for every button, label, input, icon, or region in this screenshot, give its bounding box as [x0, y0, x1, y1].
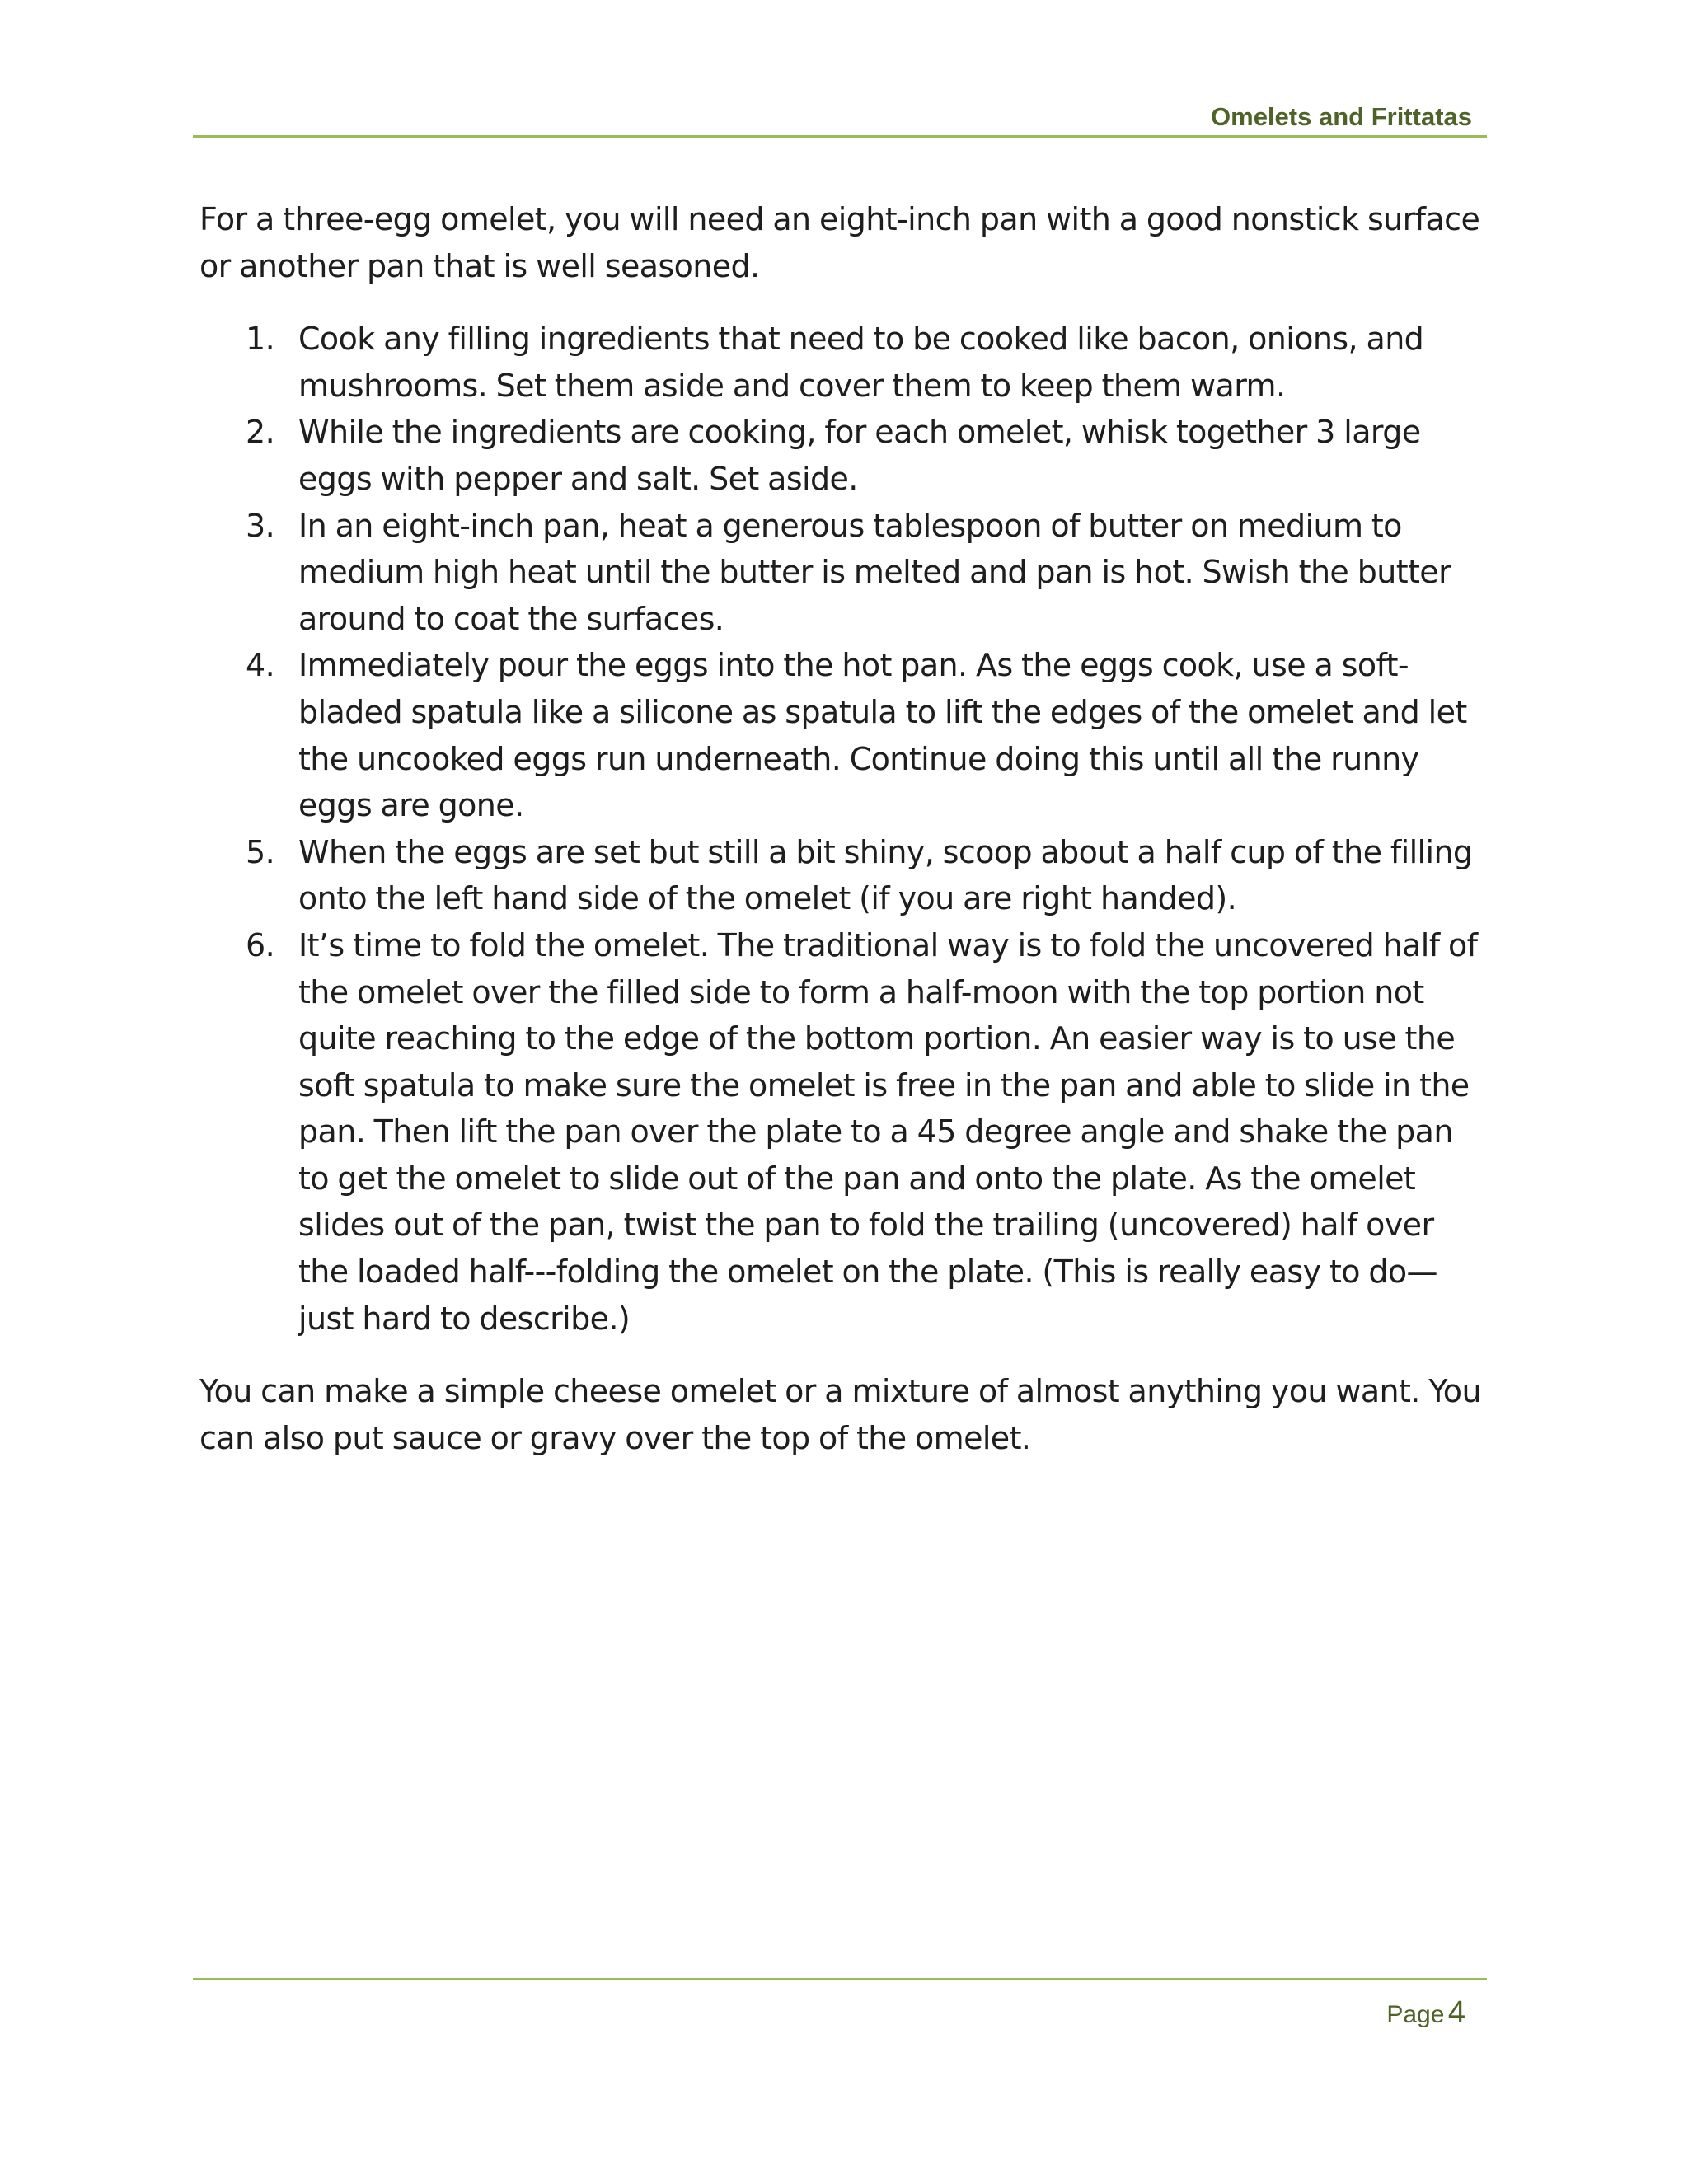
step-text: Cook any filling ingredients that need to be cooked like bacon, onions, and mushrooms. Set them aside and cover them to keep them warm. [298, 321, 1424, 404]
list-item [199, 642, 1485, 828]
intro-paragraph: For a three-egg omelet, you will need an eight-inch pan with a good nonstick surface or another pan that is well seasoned. [199, 201, 1480, 284]
step-number: 3. [246, 507, 275, 544]
step-text: While the ingredients are cooking, for each omelet, whisk together 3 large eggs with pepper and salt. Set aside. [298, 414, 1421, 497]
step-number: 1. [246, 321, 275, 358]
list-item [199, 409, 1485, 502]
header-divider [193, 135, 1487, 138]
list-item [199, 503, 1485, 643]
list-item [199, 922, 1485, 1342]
page-number-label: Page [1386, 2001, 1445, 2028]
running-header-title: Omelets and Frittatas [1211, 102, 1472, 131]
instruction-list [199, 316, 1485, 1342]
footer-divider [193, 1978, 1487, 1980]
step-text: In an eight-inch pan, heat a generous tablespoon of butter on medium to medium high heat until the butter is melted and pan is hot. Swish the butter around to coat the surfaces. [298, 507, 1451, 637]
page-footer [193, 1990, 1487, 2036]
page-number-value: 4 [1447, 1995, 1465, 2030]
page-number [1386, 1990, 1465, 2042]
step-number: 5. [246, 833, 275, 870]
page-header [193, 97, 1487, 137]
step-text: It’s time to fold the omelet. The traditional way is to fold the uncovered half of the omelet over the filled side to form a half-moon with the top portion not quite reaching to the edge of the bottom portion. An easier way is to use the soft spatula to make sure the omelet is free in the pan and able to slide in the pan. Then lift the pan over the plate to a 45 degree angle and shake the pan to get the omelet to slide out of the pan and onto the plate. As the omelet slides out of the pan, twist the pan to fold the trailing (uncovered) half over the loaded half---folding the omelet on the plate. (This is really easy to do—just hard to describe.) [298, 926, 1478, 1337]
step-number: 4. [246, 647, 275, 684]
main-content [199, 196, 1485, 1461]
step-text: Immediately pour the eggs into the hot pan. As the eggs cook, use a soft-bladed spatula like a silicone as spatula to lift the edges of the omelet and let the uncooked eggs run underneath. Continue doing this until all the runny eggs are gone. [298, 647, 1467, 824]
step-number: 2. [246, 414, 275, 451]
closing-paragraph: You can make a simple cheese omelet or a mixture of almost anything you want. You can also put sauce or gravy over the top of the omelet. [199, 1373, 1481, 1456]
list-item [199, 829, 1485, 922]
step-number: 6. [246, 926, 275, 963]
list-item [199, 316, 1485, 409]
step-text: When the eggs are set but still a bit shiny, scoop about a half cup of the filling onto the left hand side of the omelet (if you are right handed). [298, 833, 1473, 917]
